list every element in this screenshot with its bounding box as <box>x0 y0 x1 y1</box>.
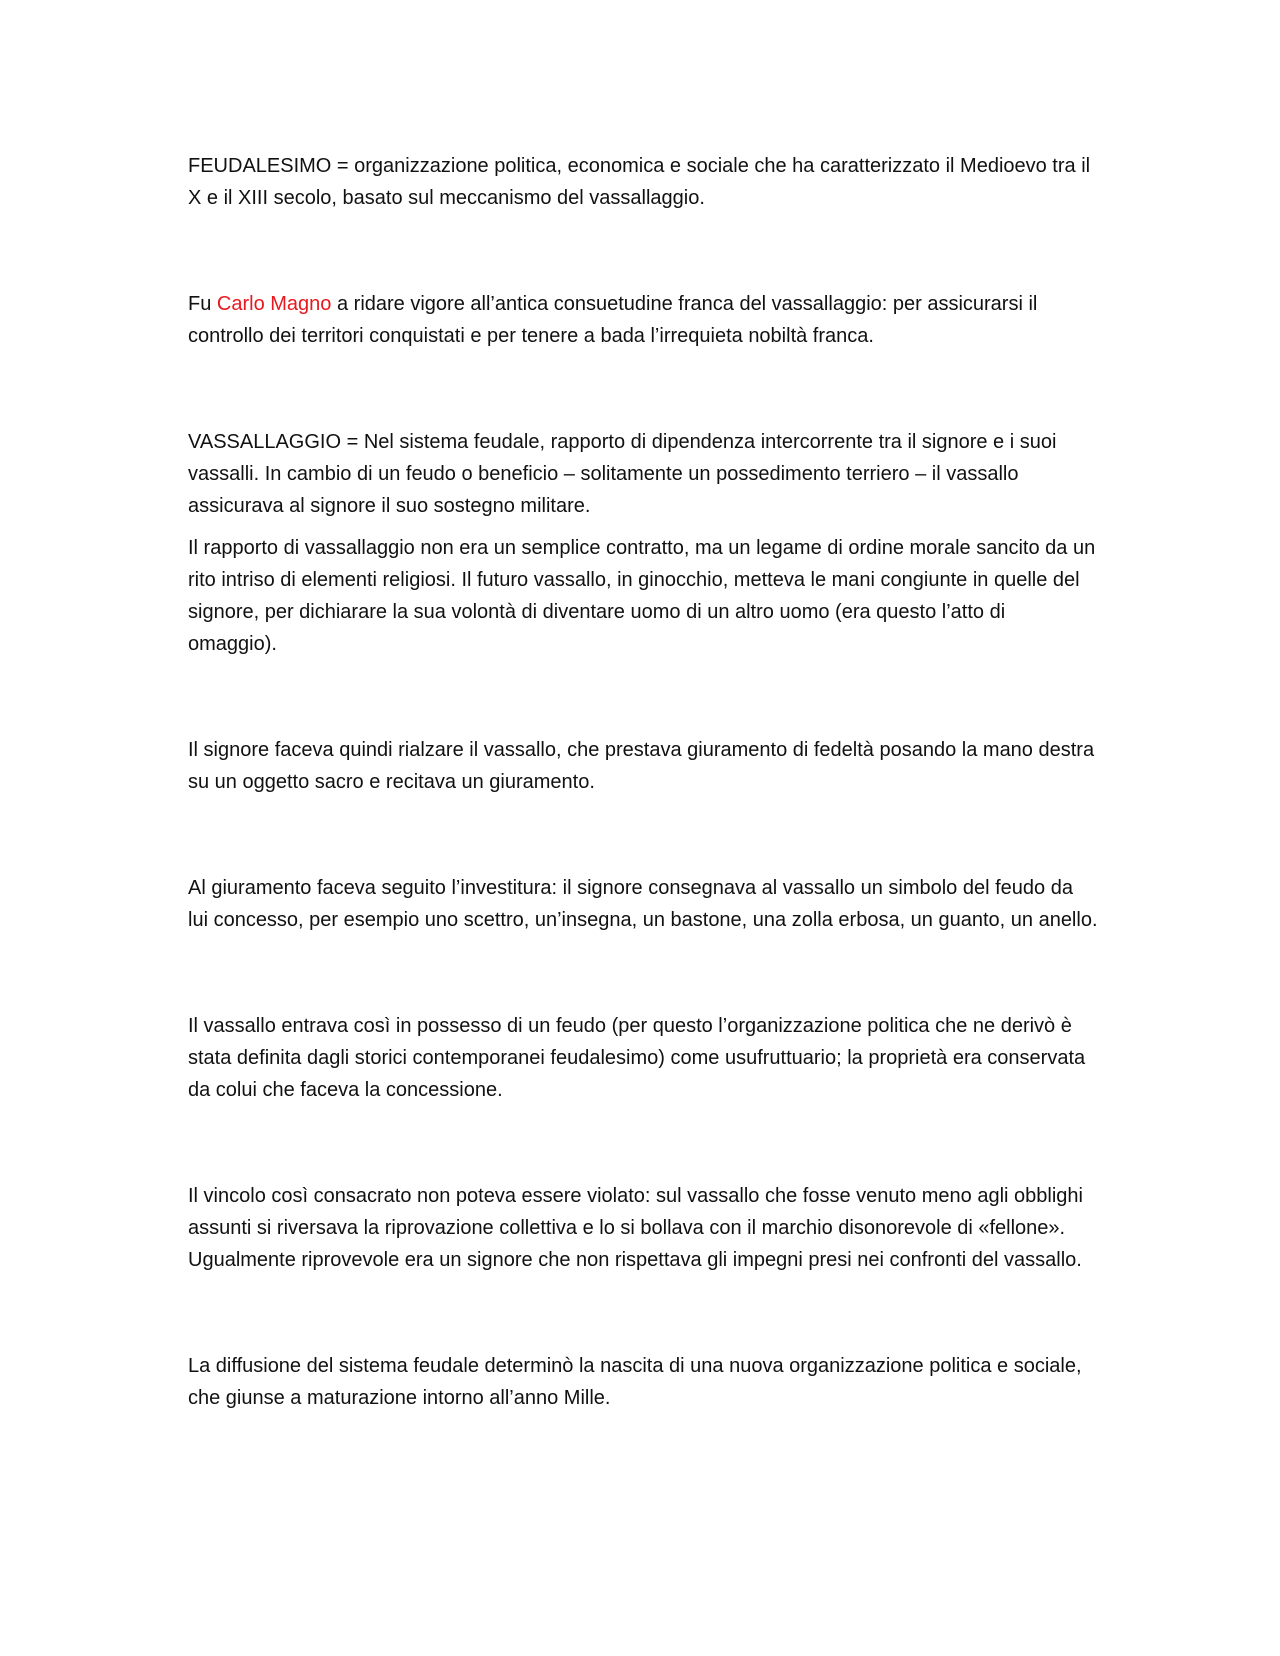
paragraph-carlo-magno-prefix: Fu <box>188 293 217 315</box>
paragraph-rito-omaggio: Il rapporto di vassallaggio non era un semplice contratto, ma un legame di ordine morale sancito da un rito intriso di elementi religiosi. Il futuro vassallo, in ginocchio, metteva le mani congiunte in quelle del signore, per dichiarare la sua volontà di diventare uomo di un altro uomo (era questo l’atto di omaggio). <box>188 537 1096 655</box>
paragraph-carlo-magno <box>188 288 1098 352</box>
paragraph-investitura: Al giuramento faceva seguito l’investitura: il signore consegnava al vassallo un simbolo del feudo da lui concesso, per esempio uno scettro, un’insegna, un bastone, una zolla erbosa, un guanto, un anello. <box>188 877 1098 931</box>
paragraph-feudalesimo-definition: FEUDALESIMO = organizzazione politica, economica e sociale che ha caratterizzato il Medioevo tra il X e il XIII secolo, basato sul meccanismo del vassallaggio. <box>188 155 1091 209</box>
paragraph-vincolo-fellone: Il vincolo così consacrato non poteva essere violato: sul vassallo che fosse venuto meno agli obblighi assunti si riversava la riprovazione collettiva e lo si bollava con il marchio disonorevole di «fellone». Ugualmente riprovevole era un signore che non rispettava gli impegni presi nei confronti del vassallo. <box>188 1185 1083 1271</box>
document-body <box>188 150 1098 1414</box>
paragraph-giuramento: Il signore faceva quindi rialzare il vassallo, che prestava giuramento di fedeltà posando la mano destra su un oggetto sacro e recitava un giuramento. <box>188 739 1095 793</box>
paragraph-vassallaggio-definition: VASSALLAGGIO = Nel sistema feudale, rapporto di dipendenza intercorrente tra il signore e i suoi vassalli. In cambio di un feudo o beneficio – solitamente un possedimento terriero – il vassallo assicurava al signore il suo sostegno militare. <box>188 431 1057 517</box>
paragraph-possesso-feudo: Il vassallo entrava così in possesso di un feudo (per questo l’organizzazione politica che ne derivò è stata definita dagli storici contemporanei feudalesimo) come usufruttuario; la proprietà era conservata da colui che faceva la concessione. <box>188 1015 1086 1101</box>
paragraph-carlo-magno-suffix: a ridare vigore all’antica consuetudine franca del vassallaggio: per assicurarsi il controllo dei territori conquistati e per tenere a bada l’irrequieta nobiltà franca. <box>188 293 1038 347</box>
highlighted-name-carlo-magno: Carlo Magno <box>216 293 332 315</box>
paragraph-diffusione-sistema: La diffusione del sistema feudale determinò la nascita di una nuova organizzazione politica e sociale, che giunse a maturazione intorno all’anno Mille. <box>188 1355 1082 1409</box>
